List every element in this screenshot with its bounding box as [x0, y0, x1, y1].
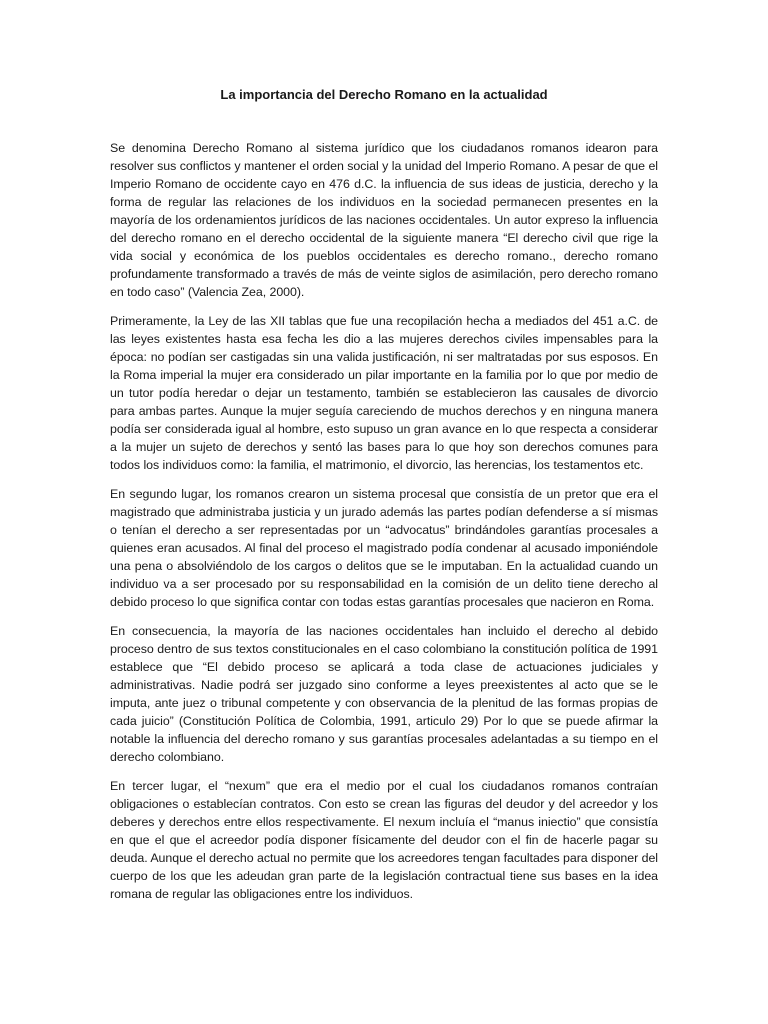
paragraph-debido-proceso: En consecuencia, la mayoría de las naciones occidentales han incluido el derecho al debido proceso dentro de sus textos constitucionales en el caso colombiano la constitución política de 1991 establece que “El debido proceso se aplicará a toda clase de actuaciones judiciales y administrativas. Nadie podrá ser juzgado sino conforme a leyes preexistentes al acto que se le imputa, ante juez o tribunal competente y con observancia de la plenitud de las formas propias de cada juicio” (Constitución Política de Colombia, 1991, articulo 29) Por lo que se puede afirmar la notable la influencia del derecho romano y sus garantías procesales adelantadas a su tiempo en el derecho colombiano.: [110, 624, 658, 764]
document-title: La importancia del Derecho Romano en la actualidad: [220, 87, 548, 102]
paragraph-sistema-procesal: En segundo lugar, los romanos crearon un sistema procesal que consistía de un pretor que era el magistrado que administraba justicia y un jurado además las partes podían defenderse a sí mismas o tenían el derecho a ser representadas por un “advocatus” brindándoles garantías procesales a quienes eran acusados. Al final del proceso el magistrado podía condenar al acusado imponiéndole una pena o absolviéndolo de los cargos o delitos que se le imputaban. En la actualidad cuando un individuo va a ser procesado por su responsabilidad en la comisión de un delito tiene derecho al debido proceso lo que significa contar con todas estas garantías procesales que nacieron en Roma.: [110, 487, 658, 609]
paragraph-introduction: Se denomina Derecho Romano al sistema jurídico que los ciudadanos romanos idearon para resolver sus conflictos y mantener el orden social y la unidad del Imperio Romano. A pesar de que el Imperio Romano de occidente cayo en 476 d.C. la influencia de sus ideas de justicia, derecho y la forma de regular las relaciones de los individuos en la sociedad permanecen presentes en la mayoría de los ordenamientos jurídicos de las naciones occidentales. Un autor expreso la influencia del derecho romano en el derecho occidental de la siguiente manera “El derecho civil que rige la vida social y económica de los pueblos occidentales es derecho romano., derecho romano profundamente transformado a través de más de veinte siglos de asimilación, pero derecho romano en todo caso” (Valencia Zea, 2000).: [110, 141, 658, 299]
document-body: [110, 139, 658, 914]
paragraph-ley-xii-tablas: Primeramente, la Ley de las XII tablas que fue una recopilación hecha a mediados del 451 a.C. de las leyes existentes hasta esa fecha les dio a las mujeres derechos civiles impensables para la época: no podían ser castigadas sin una valida justificación, ni ser maltratadas por sus esposos. En la Roma imperial la mujer era considerado un pilar importante en la familia por lo que por medio de un tutor podía heredar o dejar un testamento, también se establecieron las causales de divorcio para ambas partes. Aunque la mujer seguía careciendo de muchos derechos y en ninguna manera podía ser considerada igual al hombre, esto supuso un gran avance en lo que respecta a considerar a la mujer un sujeto de derechos y sentó las bases para lo que hoy son derechos comunes para todos los individuos como: la familia, el matrimonio, el divorcio, las herencias, los testamentos etc.: [110, 314, 658, 472]
paragraph-nexum: En tercer lugar, el “nexum” que era el medio por el cual los ciudadanos romanos contraían obligaciones o establecían contratos. Con esto se crean las figuras del deudor y del acreedor y los deberes y derechos entre ellos respectivamente. El nexum incluía el “manus iniectio” que consistía en que el que el acreedor podía disponer físicamente del deudor con el fin de hacerle pagar su deuda. Aunque el derecho actual no permite que los acreedores tengan facultades para disponer del cuerpo de los que les adeudan gran parte de la legislación contractual tiene sus bases en la idea romana de regular las obligaciones entre los individuos.: [110, 779, 658, 901]
